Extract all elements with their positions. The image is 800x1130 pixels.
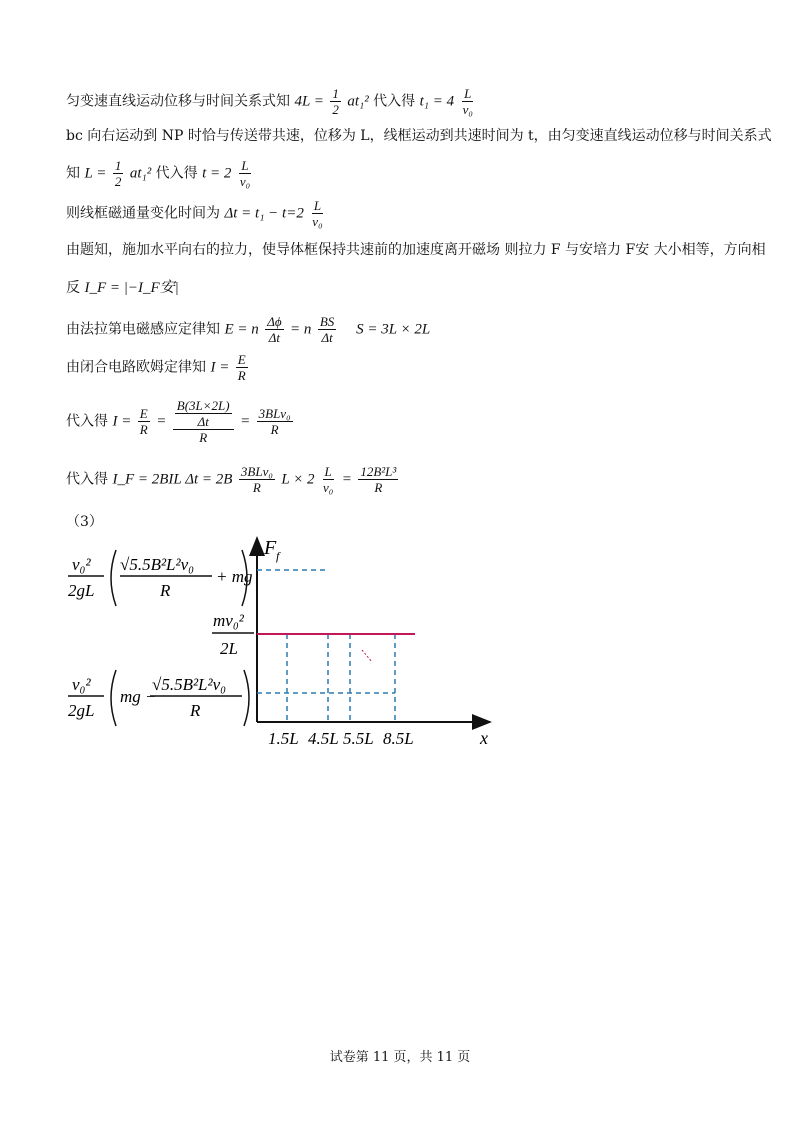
math: at₁²: [347, 93, 369, 110]
y-label-top: [68, 550, 253, 606]
force-line-sketch: [362, 650, 372, 662]
fraction: [257, 406, 293, 437]
bot-num: v₀²: [72, 675, 91, 694]
fraction: [238, 158, 252, 189]
denominator: v₀: [312, 214, 323, 229]
fraction: [321, 464, 335, 495]
math: t₁ = 4: [419, 93, 455, 110]
numerator: E: [139, 406, 148, 421]
denominator: R: [252, 480, 261, 495]
text: 代入得: [373, 93, 416, 110]
denominator: Δt: [268, 330, 280, 345]
line-8: [66, 352, 250, 383]
math: I =: [210, 359, 230, 376]
numerator: E: [237, 352, 246, 367]
numerator: Δϕ: [267, 314, 282, 329]
math: L × 2: [281, 471, 315, 488]
denominator: 2: [332, 102, 339, 117]
line-3: [66, 158, 254, 189]
bot-mg: mg −: [120, 687, 157, 706]
denominator: R: [237, 368, 246, 383]
denominator: Δt: [197, 414, 209, 429]
numerator: B(3L×2L): [176, 398, 230, 413]
top-den: 2gL: [68, 581, 95, 600]
denominator: v₀: [239, 174, 251, 189]
math: L =: [84, 165, 107, 182]
bot-inner-num: √5.5B²L²v₀: [152, 675, 227, 694]
numerator: 1: [332, 86, 339, 101]
numerator: 12B²L³: [360, 464, 397, 479]
numerator: [173, 398, 234, 430]
numerator: 3BLv₀: [258, 406, 291, 421]
numerator: L: [464, 86, 472, 101]
denominator: R: [270, 422, 279, 437]
text: 由闭合电路欧姆定律知: [66, 359, 206, 376]
denominator: 2: [114, 174, 122, 189]
y-label-mid: [212, 611, 254, 658]
numerator: 3BLv₀: [240, 464, 273, 479]
math: I_F = 2BIL Δt = 2B: [112, 471, 233, 488]
text: 代入得: [155, 165, 198, 182]
text: 代入得: [66, 471, 108, 488]
denominator: R: [139, 422, 148, 437]
top-num: v₀²: [72, 555, 91, 574]
y-axis-label: F: [264, 537, 277, 559]
math: I_F = |−I_F安|: [84, 280, 179, 296]
fraction: [461, 86, 475, 117]
line-9: 代入得 I = $\frac{E}{R}$ = $\frac{\frac{B(3L\times 2L)}{\Delta t}}{R}$ = $\frac{\text{3BLv₀}}{R}$: [66, 398, 291, 445]
tick-3: 5.5L: [343, 729, 374, 748]
tick-1: 1.5L: [268, 729, 299, 748]
bot-inner-den: R: [190, 701, 201, 720]
fraction: [330, 86, 341, 117]
tick-4: 8.5L: [383, 729, 414, 748]
numerator: L: [241, 158, 249, 173]
top-inner-den: R: [160, 581, 171, 600]
line-6: [66, 278, 179, 298]
text: 由法拉第电磁感应定律知: [66, 321, 220, 338]
denominator: R: [374, 480, 383, 495]
line-4: [66, 198, 327, 229]
denominator: v₀: [462, 102, 473, 117]
math: t = 2: [202, 165, 232, 182]
force-displacement-graph: [0, 530, 800, 790]
denominator: v₀: [323, 480, 334, 495]
numerator: L: [324, 464, 332, 479]
text: 匀变速直线运动位移与时间关系式知: [66, 93, 290, 110]
line-10: 代入得 I_F = 2BIL Δt = 2B $\frac{\text{3BLv₀}}{R}$ L × 2 $\frac{L}{\text{v₀}}$ = $\frac{\text{12B²L³}}{R}$: [66, 464, 397, 495]
fraction: [138, 406, 150, 437]
tick-2: 4.5L: [308, 729, 339, 748]
numerator: 1: [114, 158, 122, 173]
y-axis-subscript: f: [276, 549, 280, 563]
text: 反: [66, 280, 80, 296]
fraction: [236, 352, 248, 383]
part-label: （3）: [66, 514, 103, 530]
denominator: Δt: [321, 330, 333, 345]
numerator: BS: [319, 314, 335, 329]
text: 则线框磁通量变化时间为: [66, 205, 220, 222]
math: 4L =: [294, 93, 324, 110]
fraction: [113, 158, 124, 189]
fraction: [318, 314, 336, 345]
page-footer: 试卷第 11 页，共 11 页: [329, 1050, 471, 1065]
math: at₁²: [129, 165, 152, 182]
denominator: R: [199, 430, 208, 445]
math: S = 3L × 2L: [356, 321, 431, 338]
numerator: L: [313, 198, 322, 213]
text: 知: [66, 165, 80, 182]
line-7: [66, 314, 430, 345]
mid-num: mv₀²: [213, 611, 244, 630]
guide-lines: [257, 570, 395, 722]
line-1: [66, 86, 477, 117]
math: Δt = t₁ − t=2: [224, 205, 304, 222]
fraction: [173, 398, 234, 445]
top-plus: + mg: [216, 567, 253, 586]
top-inner-num: √5.5B²L²v₀: [120, 555, 195, 574]
fraction: [265, 314, 283, 345]
mid-den: 2L: [220, 639, 238, 658]
math: I =: [112, 413, 132, 430]
x-axis-label: x: [480, 728, 488, 748]
fraction: [358, 464, 398, 495]
y-label-bottom: [68, 670, 249, 726]
bot-den: 2gL: [68, 701, 95, 720]
fraction: [239, 464, 275, 495]
line-2: bc 向右运动到 NP 时恰与传送带共速，位移为 L，线框运动到共速时间为 t，由匀变速直线运动位移与时间关系式: [66, 128, 772, 144]
text: 代入得: [66, 413, 108, 430]
math: = n: [290, 321, 312, 338]
math: E = n: [224, 321, 259, 338]
fraction: [310, 198, 324, 229]
line-5: 由题知，施加水平向右的拉力，使导体框保持共速前的加速度离开磁场 则拉力 F 与安培力 F安 大小相等，方向相: [66, 242, 766, 258]
